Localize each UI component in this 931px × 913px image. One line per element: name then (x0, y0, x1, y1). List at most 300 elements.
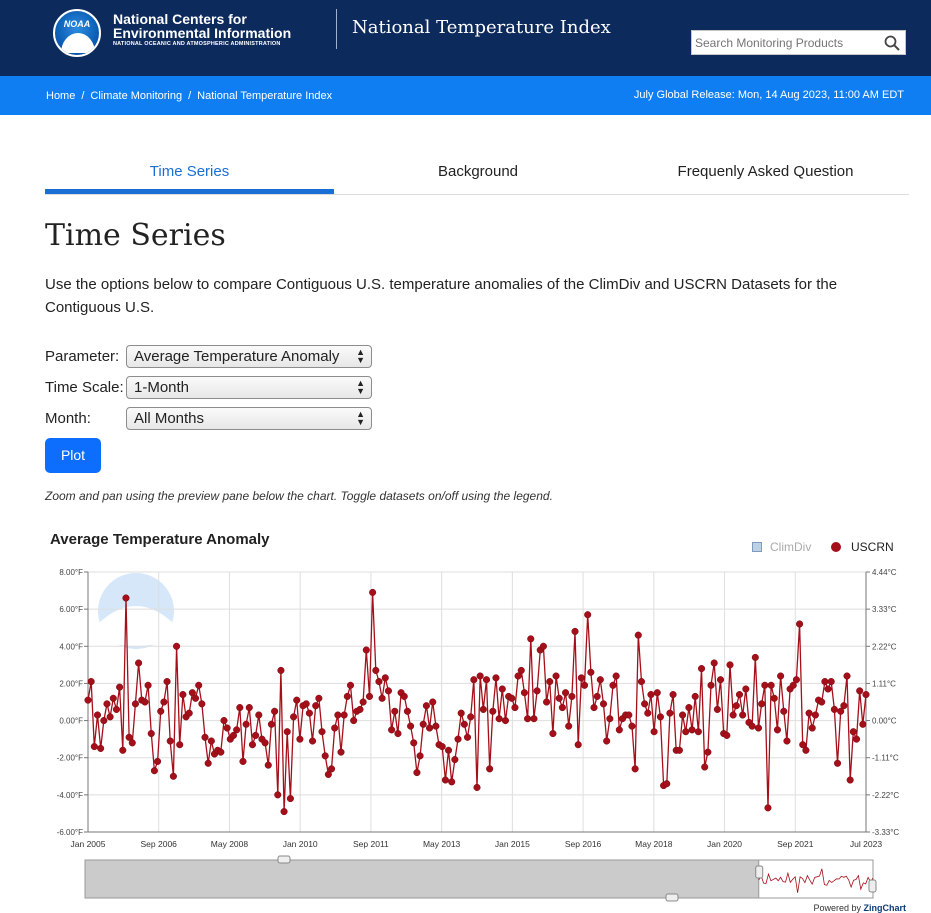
data-point (670, 691, 677, 698)
data-point (240, 758, 247, 765)
x-tick-label: Jul 2023 (849, 839, 883, 849)
data-point (749, 723, 756, 730)
data-point (717, 676, 724, 683)
data-point (714, 706, 721, 713)
data-point (297, 736, 304, 743)
legend-item-climdiv[interactable] (752, 540, 811, 554)
data-point (758, 701, 765, 708)
data-point (477, 673, 484, 680)
y-left-tick-label: 2.00°F (59, 679, 83, 689)
data-point (119, 747, 126, 754)
data-point (540, 643, 547, 650)
data-point (132, 701, 139, 708)
data-point (278, 667, 285, 674)
x-tick-label: May 2018 (635, 839, 673, 849)
data-point (841, 702, 848, 709)
timescale-select[interactable] (126, 376, 372, 399)
data-point (692, 693, 699, 700)
breadcrumb-bar (0, 76, 931, 115)
org-subtitle: NATIONAL OCEANIC AND ATMOSPHERIC ADMINISTRATION (113, 41, 281, 47)
x-tick-label: May 2008 (210, 839, 249, 849)
data-point (274, 792, 281, 799)
data-point (467, 714, 474, 721)
data-point (145, 682, 152, 689)
data-point (176, 741, 183, 748)
data-point (293, 697, 300, 704)
data-point (556, 695, 563, 702)
data-point (787, 686, 794, 693)
data-point (420, 721, 427, 728)
data-point (512, 704, 519, 711)
data-point (148, 730, 155, 737)
y-right-tick-label: 2.22°C (872, 642, 897, 652)
data-point (154, 758, 161, 765)
data-point (284, 728, 291, 735)
intro-text: Use the options below to compare Contiguous U.S. temperature anomalies of the ClimDiv and USCRN Datasets for the Contiguous U.S. (45, 276, 838, 316)
breadcrumb-climate-monitoring[interactable]: Climate Monitoring (90, 90, 183, 102)
data-point (164, 678, 171, 685)
data-point (113, 706, 120, 713)
data-point (806, 710, 813, 717)
data-point (306, 710, 313, 717)
header-divider (336, 9, 337, 49)
data-point (354, 708, 361, 715)
data-point (594, 693, 601, 700)
x-tick-label: Jan 2005 (70, 839, 106, 849)
data-point (151, 767, 158, 774)
data-point (189, 689, 196, 696)
select-arrows-icon: ▲ ▼ (356, 347, 365, 365)
data-point (268, 721, 275, 728)
x-tick-label: Sep 2016 (564, 839, 602, 849)
data-point (686, 704, 693, 711)
data-point (508, 695, 515, 702)
data-point (648, 691, 655, 698)
active-tab-indicator (45, 189, 334, 194)
data-point (142, 699, 149, 706)
data-point (123, 595, 130, 602)
data-point (249, 741, 256, 748)
data-point (641, 701, 648, 708)
data-point (107, 714, 114, 721)
parameter-select-value: Average Temperature Anomaly (134, 348, 340, 365)
data-point (331, 725, 338, 732)
data-point (809, 725, 816, 732)
x-tick-label: Sep 2006 (140, 839, 177, 849)
x-tick-label: May 2013 (422, 839, 461, 849)
data-point (676, 747, 683, 754)
y-right-tick-label: 3.33°C (872, 605, 897, 615)
preview-mask (85, 860, 759, 898)
data-point (464, 734, 471, 741)
data-point (739, 712, 746, 719)
tab-faq[interactable]: Frequenly Asked Question (677, 163, 854, 180)
data-point (94, 712, 101, 719)
page-title: Time Series (45, 218, 226, 253)
data-point (780, 708, 787, 715)
month-select-value: All Months (134, 410, 205, 427)
data-point (442, 777, 449, 784)
data-point (746, 719, 753, 726)
data-point (844, 673, 851, 680)
powered-prefix: Powered by (813, 903, 861, 913)
data-point (426, 725, 433, 732)
data-point (575, 741, 582, 748)
data-point (698, 665, 705, 672)
data-point (350, 717, 357, 724)
data-point (502, 717, 509, 724)
month-select[interactable] (126, 407, 372, 430)
data-point (863, 691, 870, 698)
plot-area (88, 572, 866, 832)
data-point (341, 712, 348, 719)
data-point (410, 740, 417, 747)
powered-by[interactable] (813, 903, 906, 913)
preview-series-line (759, 869, 873, 893)
data-point (591, 704, 598, 711)
data-point (755, 725, 762, 732)
data-point (385, 688, 392, 695)
data-point (559, 704, 566, 711)
data-point (325, 771, 332, 778)
data-point (452, 756, 459, 763)
data-point (262, 740, 269, 747)
data-point (211, 751, 218, 758)
org-name[interactable] (113, 12, 291, 40)
data-point (363, 647, 370, 654)
data-point (736, 691, 743, 698)
data-point (663, 780, 670, 787)
data-point (521, 689, 528, 696)
breadcrumb (46, 90, 332, 102)
data-point (524, 715, 531, 722)
data-point (774, 727, 781, 734)
tab-divider (45, 194, 909, 195)
data-point (771, 695, 778, 702)
data-point (667, 710, 674, 717)
chart-title: Average Temperature Anomaly (50, 531, 270, 548)
y-left-tick-label: -6.00°F (56, 828, 83, 837)
month-label: Month: (45, 410, 91, 427)
data-point (135, 660, 142, 667)
data-point (818, 699, 825, 706)
y-right-tick-label: -1.11°C (872, 753, 899, 763)
data-point (597, 676, 604, 683)
data-point (543, 699, 550, 706)
data-point (720, 730, 727, 737)
preview-scroll-handle (666, 894, 678, 901)
select-arrows-icon: ▲ ▼ (356, 409, 365, 427)
data-point (632, 766, 639, 773)
y-left-tick-label: -2.00°F (56, 753, 83, 763)
breadcrumb-separator: / (188, 90, 192, 102)
data-point (309, 738, 316, 745)
data-point (644, 710, 651, 717)
data-point (638, 678, 645, 685)
data-point (391, 708, 398, 715)
data-point (607, 715, 614, 722)
y-right-tick-label: 4.44°C (872, 568, 897, 577)
parameter-label: Parameter: (45, 348, 120, 365)
data-point (407, 723, 414, 730)
data-point (157, 708, 164, 715)
data-point (850, 728, 857, 735)
data-point (761, 682, 768, 689)
data-point (711, 660, 718, 667)
data-point (372, 667, 379, 674)
data-point (458, 710, 465, 717)
search-box (691, 30, 906, 55)
data-point (91, 743, 98, 750)
data-point (192, 695, 199, 702)
parameter-select[interactable] (126, 345, 372, 368)
data-point (97, 745, 104, 752)
data-point (439, 743, 446, 750)
noaa-watermark-icon (98, 573, 174, 649)
timescale-select-value: 1-Month (134, 379, 190, 396)
data-point (233, 727, 240, 734)
x-tick-label: Sep 2011 (353, 839, 389, 849)
data-point (708, 682, 715, 689)
data-point (657, 714, 664, 721)
x-tick-label: Jan 2010 (282, 839, 318, 849)
logo-bird-shape (61, 33, 95, 53)
data-point (790, 682, 797, 689)
data-point (461, 721, 468, 728)
chart-hint: Zoom and pan using the preview pane below the chart. Toggle datasets on/off using the legend. (45, 489, 553, 503)
data-point (445, 747, 452, 754)
data-point (834, 760, 841, 767)
data-point (600, 701, 607, 708)
y-right-tick-label: 0.00°C (872, 716, 897, 726)
data-point (553, 673, 560, 680)
data-point (224, 725, 231, 732)
data-point (546, 678, 553, 685)
logo-text: NOAA (63, 19, 91, 29)
data-point (569, 693, 576, 700)
data-point (727, 662, 734, 669)
data-point (847, 777, 854, 784)
data-point (300, 702, 307, 709)
x-tick-label: Jan 2020 (707, 839, 743, 849)
data-point (126, 734, 133, 741)
legend-item-uscrn[interactable] (831, 540, 894, 554)
data-point (856, 688, 863, 695)
data-point (199, 701, 206, 708)
data-point (265, 762, 272, 769)
data-point (635, 632, 642, 639)
data-point (784, 738, 791, 745)
data-point (626, 712, 633, 719)
data-point (404, 708, 411, 715)
data-point (673, 747, 680, 754)
data-point (733, 702, 740, 709)
data-point (724, 732, 731, 739)
data-point (129, 740, 136, 747)
data-point (550, 730, 557, 737)
data-point (578, 675, 585, 682)
data-point (860, 721, 867, 728)
data-point (534, 688, 541, 695)
data-point (812, 712, 819, 719)
data-point (537, 647, 544, 654)
data-point (803, 747, 810, 754)
data-point (831, 706, 838, 713)
data-point (360, 699, 367, 706)
legend-label: USCRN (851, 540, 894, 554)
plot-button[interactable]: Plot (45, 438, 101, 473)
data-point (161, 699, 168, 706)
data-point (730, 712, 737, 719)
data-point (436, 741, 443, 748)
data-point (518, 667, 525, 674)
zingchart-brand: ZingChart (863, 903, 906, 913)
data-point (689, 727, 696, 734)
preview-range-handle-right (869, 880, 876, 892)
data-point (581, 682, 588, 689)
breadcrumb-home[interactable]: Home (46, 90, 76, 102)
tab-time-series[interactable]: Time Series (149, 163, 230, 180)
data-point (183, 714, 190, 721)
breadcrumb-separator: / (81, 90, 85, 102)
data-point (565, 723, 572, 730)
data-point (227, 736, 234, 743)
data-point (474, 784, 481, 791)
data-point (281, 808, 288, 815)
data-point (828, 678, 835, 685)
data-point (499, 686, 506, 693)
data-point (660, 782, 667, 789)
data-point (246, 704, 253, 711)
y-right-tick-label: -3.33°C (872, 828, 900, 837)
data-point (230, 732, 237, 739)
y-left-tick-label: 8.00°F (59, 568, 83, 577)
data-point (401, 693, 408, 700)
data-point (853, 736, 860, 743)
data-point (388, 727, 395, 734)
data-point (793, 676, 800, 683)
select-arrows-icon: ▲ ▼ (356, 378, 365, 396)
data-point (768, 682, 775, 689)
y-right-tick-label: 1.11°C (872, 679, 896, 689)
data-point (682, 728, 689, 735)
data-point (312, 702, 319, 709)
data-point (825, 686, 832, 693)
data-point (743, 686, 750, 693)
data-point (398, 689, 405, 696)
data-point (429, 699, 436, 706)
data-point (584, 611, 591, 618)
breadcrumb-current[interactable]: National Temperature Index (197, 90, 333, 102)
data-point (705, 749, 712, 756)
data-point (471, 676, 478, 683)
data-point (255, 712, 262, 719)
data-point (110, 695, 117, 702)
tab-background[interactable]: Background (437, 163, 519, 180)
data-point (572, 628, 579, 635)
data-point (486, 766, 493, 773)
data-point (338, 749, 345, 756)
site-title[interactable]: National Temperature Index (352, 17, 611, 38)
data-point (505, 693, 512, 700)
data-point (616, 727, 623, 734)
data-point (515, 673, 522, 680)
uscrn-series-line (88, 592, 866, 811)
data-point (328, 766, 335, 773)
y-left-tick-label: -4.00°F (56, 790, 83, 800)
data-point (433, 723, 440, 730)
data-point (195, 682, 202, 689)
data-point (214, 747, 221, 754)
data-point (85, 697, 92, 704)
y-right-tick-label: -2.22°C (872, 790, 900, 800)
data-point (417, 753, 424, 760)
data-point (395, 730, 402, 737)
org-name-line2: Environmental Information (113, 25, 292, 41)
data-point (186, 710, 193, 717)
data-point (619, 715, 626, 722)
data-point (252, 732, 259, 739)
data-point (448, 779, 455, 786)
data-point (379, 695, 386, 702)
data-point (366, 693, 373, 700)
data-point (480, 706, 487, 713)
data-point (629, 723, 636, 730)
data-point (822, 678, 829, 685)
data-point (357, 706, 364, 713)
data-point (651, 728, 658, 735)
data-point (104, 701, 111, 708)
data-point (202, 734, 209, 741)
data-point (170, 773, 177, 780)
data-point (496, 715, 503, 722)
data-point (287, 795, 294, 802)
data-point (335, 712, 342, 719)
data-point (837, 708, 844, 715)
data-point (610, 682, 617, 689)
data-point (138, 697, 145, 704)
y-left-tick-label: 6.00°F (59, 605, 83, 615)
data-point (369, 589, 376, 596)
x-tick-label: Sep 2021 (777, 839, 814, 849)
legend-dot-icon (831, 542, 841, 552)
data-point (527, 636, 534, 643)
y-left-tick-label: 0.00°F (59, 716, 83, 726)
data-point (531, 715, 538, 722)
data-point (679, 712, 686, 719)
search-input[interactable] (695, 34, 880, 52)
data-point (237, 704, 244, 711)
y-left-tick-label: 4.00°F (59, 642, 83, 652)
noaa-logo[interactable] (53, 9, 101, 57)
data-point (303, 701, 310, 708)
data-point (603, 738, 610, 745)
data-point (562, 689, 569, 696)
data-point (347, 682, 354, 689)
data-point (765, 805, 772, 812)
search-icon[interactable] (883, 34, 901, 52)
data-point (414, 769, 421, 776)
data-point (483, 676, 490, 683)
data-point (173, 643, 180, 650)
data-point (221, 717, 228, 724)
data-point (208, 738, 215, 745)
data-point (271, 708, 278, 715)
data-point (493, 675, 500, 682)
data-point (167, 738, 174, 745)
data-point (290, 714, 297, 721)
data-point (205, 760, 212, 767)
